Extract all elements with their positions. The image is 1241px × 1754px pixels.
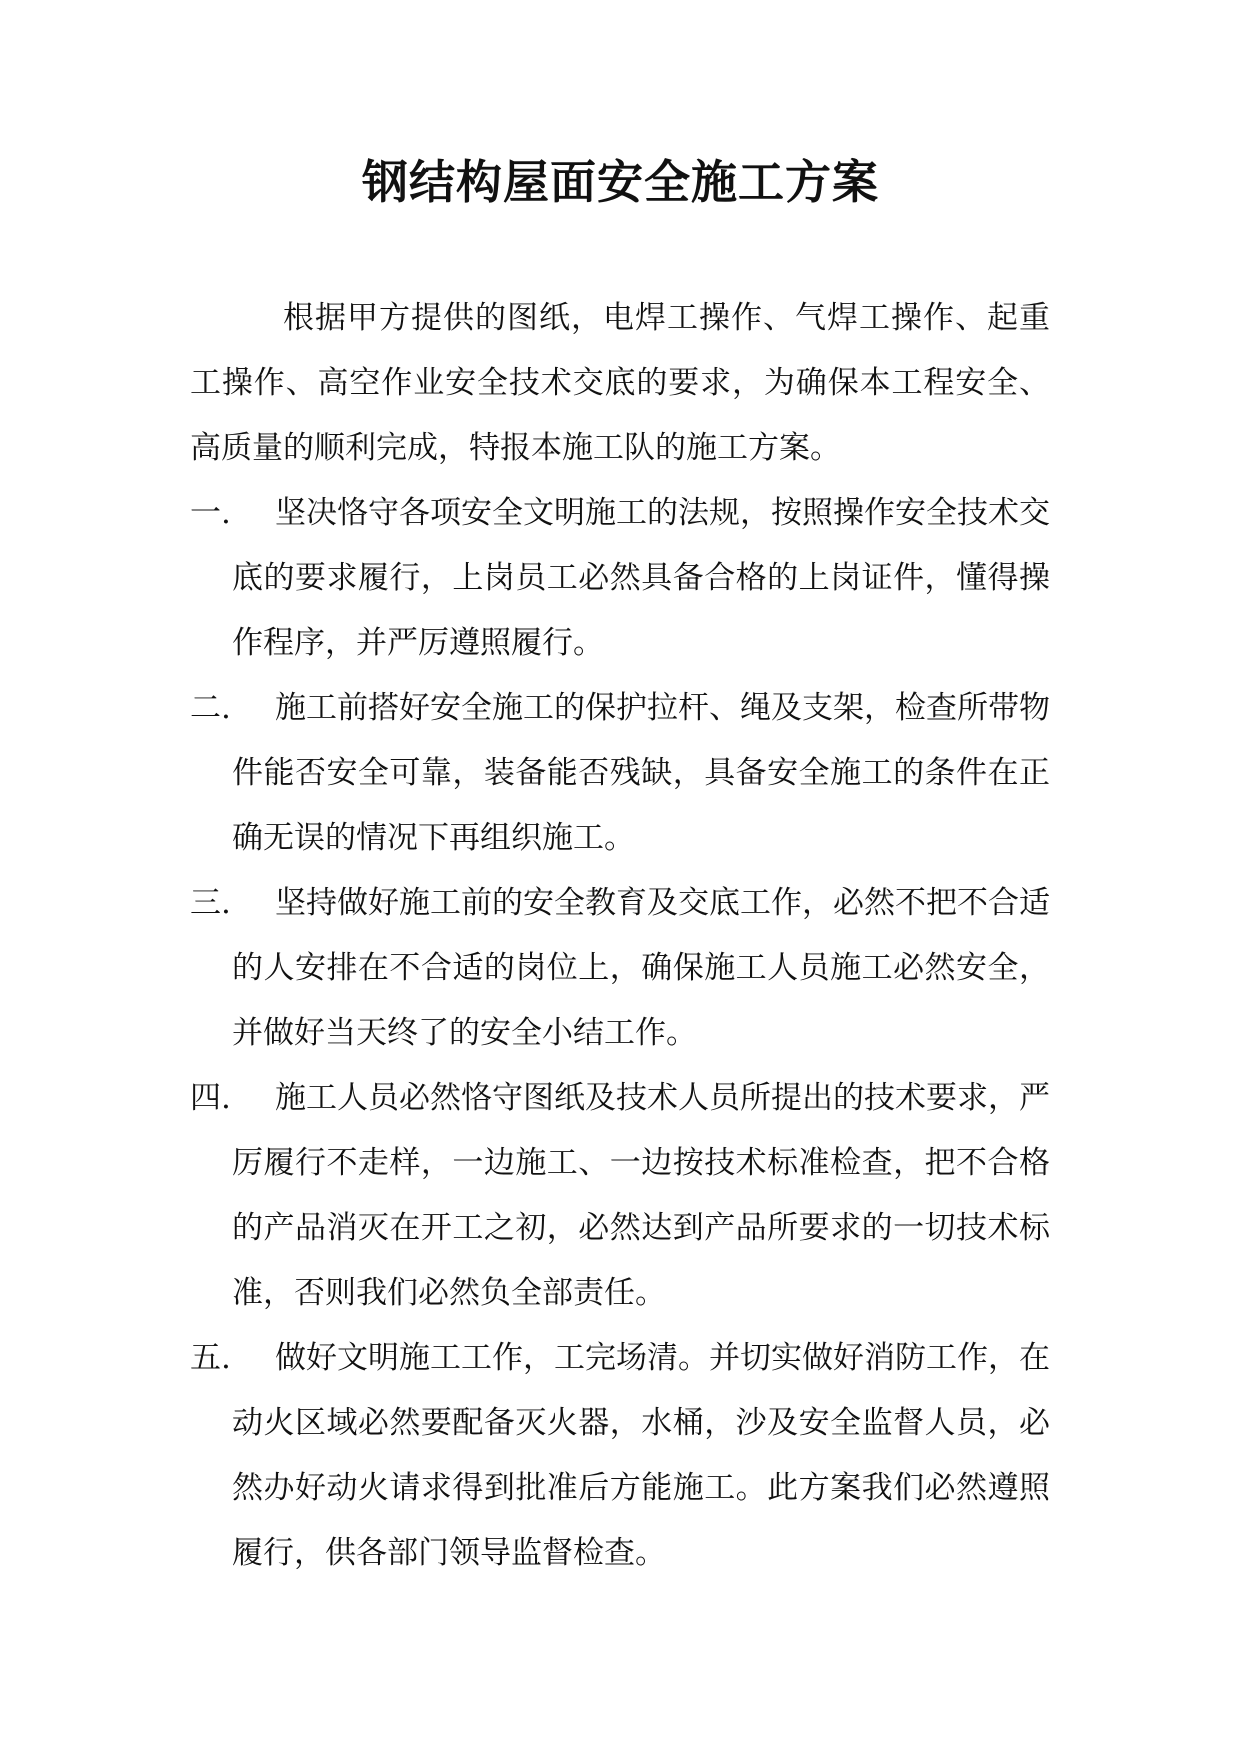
list-item-number: 四. (190, 1080, 231, 1116)
list-item-number: 五. (190, 1340, 231, 1376)
list-item (190, 676, 1050, 871)
list-item-text: 坚持做好施工前的安全教育及交底工作，必然不把不合适的人安排在不合适的岗位上，确保施工人员施工必然安全，并做好当天终了的安全小结工作。 (232, 885, 1050, 1051)
document-title: 钢结构屋面安全施工方案 (362, 155, 879, 209)
list-item-text: 做好文明施工工作，工完场清。并切实做好消防工作，在动火区域必然要配备灭火器，水桶，沙及安全监督人员，必然办好动火请求得到批准后方能施工。此方案我们必然遵照履行，供各部门领导监督检查。 (232, 1340, 1050, 1571)
intro-paragraph: 根据甲方提供的图纸，电焊工操作、气焊工操作、起重工操作、高空作业安全技术交底的要求，为确保本工程安全、高质量的顺利完成，特报本施工队的施工方案。 (190, 300, 1050, 466)
list-item (190, 481, 1050, 676)
list-item-text: 施工前搭好安全施工的保护拉杆、绳及支架，检查所带物件能否安全可靠，装备能否残缺，具备安全施工的条件在正确无误的情况下再组织施工。 (232, 690, 1050, 856)
list-item-text: 施工人员必然恪守图纸及技术人员所提出的技术要求，严厉履行不走样，一边施工、一边按技术标准检查，把不合格的产品消灭在开工之初，必然达到产品所要求的一切技术标准，否则我们必然负全部责任。 (232, 1080, 1050, 1311)
list-item-number: 三. (190, 885, 231, 921)
list-item-number: 二. (190, 690, 231, 726)
list-item (190, 871, 1050, 1066)
list-item (190, 1326, 1050, 1586)
list-item (190, 1066, 1050, 1326)
list-item-number: 一. (190, 495, 231, 531)
list-item-text: 坚决恪守各项安全文明施工的法规，按照操作安全技术交底的要求履行，上岗员工必然具备合格的上岗证件，懂得操作程序，并严厉遵照履行。 (232, 495, 1050, 661)
document-body (190, 286, 1050, 1586)
